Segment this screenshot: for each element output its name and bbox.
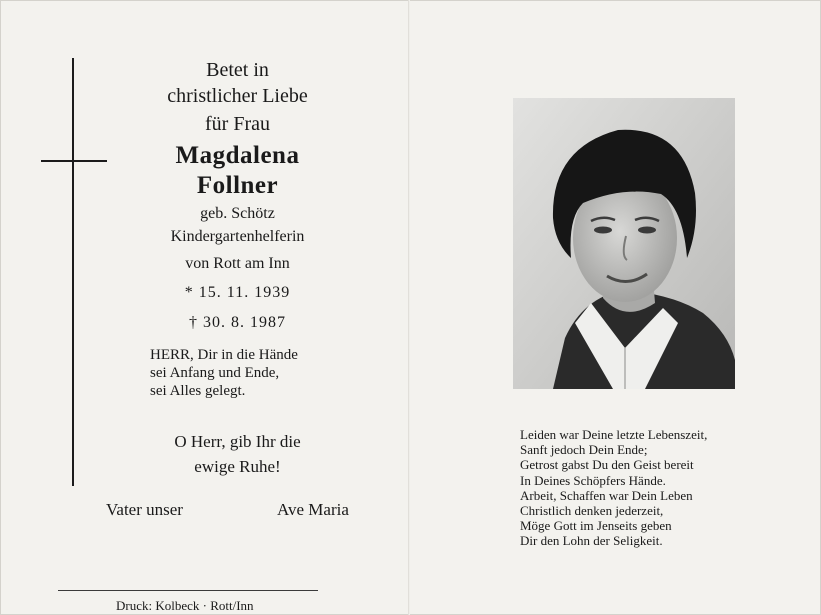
- intro-line-2: christlicher Liebe: [167, 85, 308, 107]
- name-first: Magdalena: [175, 142, 300, 169]
- right-verse-line: In Deines Schöpfers Hände.: [520, 472, 666, 488]
- left-verse-line: sei Anfang und Ende,: [150, 365, 280, 381]
- maiden-name: geb. Schötz: [200, 205, 275, 222]
- prayer-line: ewige Ruhe!: [194, 457, 281, 476]
- portrait-icon: [513, 98, 735, 389]
- occupation: Kindergartenhelferin: [170, 228, 305, 245]
- printer-credit: Druck: Kolbeck · Rott/Inn: [116, 598, 254, 613]
- place: von Rott am Inn: [185, 255, 290, 272]
- portrait-photo: [513, 98, 735, 389]
- right-verse-line: Sanft jedoch Dein Ende;: [520, 442, 648, 458]
- death-date: † 30. 8. 1987: [189, 314, 286, 331]
- name-last: Follner: [196, 172, 279, 199]
- intro-line-1: Betet in: [206, 59, 269, 81]
- birth-date: * 15. 11. 1939: [184, 284, 291, 301]
- card-fold: [408, 0, 410, 615]
- prayer-our-father: Vater unser: [106, 500, 183, 519]
- right-verse-line: Dir den Lohn der Seligkeit.: [520, 533, 663, 549]
- divider: [58, 590, 318, 591]
- right-verse-line: Arbeit, Schaffen war Dein Leben: [520, 487, 693, 503]
- right-verse-line: Getrost gabst Du den Geist bereit: [520, 457, 694, 473]
- cross-icon-horizontal: [41, 160, 107, 162]
- left-verse-line: sei Alles gelegt.: [150, 383, 246, 399]
- cross-icon-vertical: [72, 58, 74, 486]
- right-verse-line: Möge Gott im Jenseits geben: [520, 518, 672, 534]
- left-verse-line: HERR, Dir in die Hände: [150, 347, 298, 363]
- left-verse: [150, 346, 298, 400]
- prayer: [130, 429, 345, 479]
- right-verse-line: Christlich denken jederzeit,: [520, 503, 664, 519]
- prayer-line: O Herr, gib Ihr die: [174, 432, 301, 451]
- right-verse-line: Leiden war Deine letzte Lebenszeit,: [520, 427, 708, 442]
- intro-line-3: für Frau: [205, 113, 270, 135]
- prayer-hail-mary: Ave Maria: [277, 500, 349, 519]
- right-verse: [520, 427, 707, 549]
